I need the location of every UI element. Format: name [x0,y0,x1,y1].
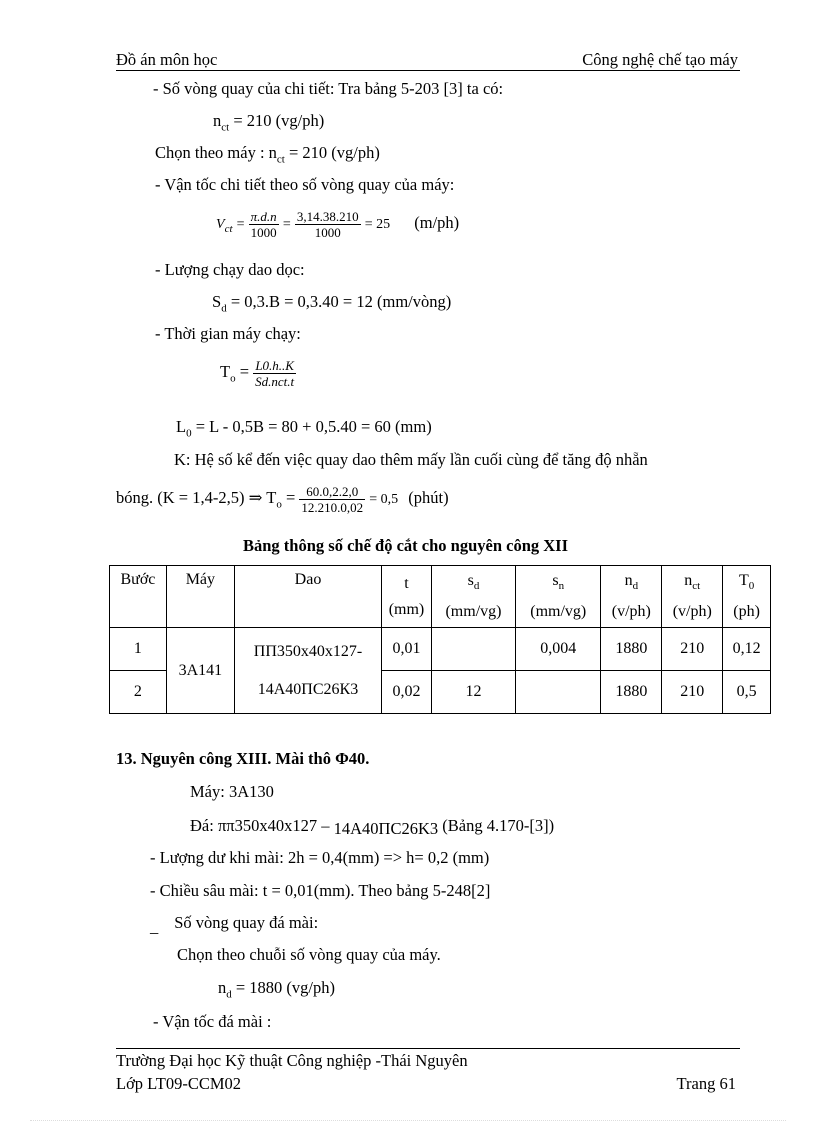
th-t: t (mm) [382,566,432,628]
da-line: Đá: ππ350x40x127 – 14A40ПC26K3 (Bảng 4.170-[3]) [190,816,555,838]
line-luong-chay-dao: - Lượng chạy dao dọc: [155,260,305,279]
cell-nct: 210 [662,628,723,671]
footer-school: Trường Đại học Kỹ thuật Công nghiệp -Thái Nguyên [116,1051,468,1070]
th-dao: Dao [234,566,381,628]
th-buoc: Bước [110,566,167,628]
chieu-sau-line: - Chiều sâu mài: t = 0,01(mm). Theo bảng 5-248[2] [150,881,491,900]
chon-chuoi-line: Chọn theo chuỗi số vòng quay của máy. [177,945,441,964]
cell-dao: ПП350x40x127- 14А40ПС26К3 [234,628,381,714]
k-description: K: Hệ số kể đến việc quay dao thêm mấy lần cuối cùng để tăng độ nhẵn [174,450,648,469]
th-may: Máy [166,566,234,628]
cell-t: 0,02 [382,671,432,714]
van-toc-da-line: - Vận tốc đá mài : [153,1012,272,1031]
line-thoi-gian: - Thời gian máy chạy: [155,324,301,343]
may-line: Máy: 3A130 [190,782,274,801]
nd-equation: $n_d = 1880$ (vg/ph) [218,978,336,1001]
cell-t0: 0,5 [723,671,771,714]
footer-page: Trang 61 [676,1074,736,1093]
chon-theo-may: Chọn theo máy : $n_{ct} = 210$ (vg/ph) [155,143,380,166]
cell-nd: 1880 [601,628,662,671]
time-formula: $T_o$ = $\frac{L0.h..K}{\text{Sd.nct.t}}$ [220,357,295,389]
th-t0: $T_0$ (ph) [723,566,771,628]
line-so-vong-quay: - Số vòng quay của chi tiết: Tra bảng 5-203 [3] ta có: [153,79,504,98]
cell-nct: 210 [662,671,723,714]
luong-du-line: - Lượng dư khi mài: 2h = 0,4(mm) => h= 0,2 (mm) [150,848,490,867]
header-right: Công nghệ chế tạo máy [582,50,738,69]
dash-marker: _ [150,917,159,936]
section-13-title: 13. Nguyên công XIII. Mài thô Φ40. [116,749,370,768]
table-row [110,628,771,671]
cell-sn: 0,004 [516,628,601,671]
cell-t: 0,01 [382,628,432,671]
cell-sd: 12 [431,671,515,714]
th-sd: $s_d$ (mm/vg) [431,566,515,628]
sd-equation: $S_d = 0,3.B = 0,3.40 = 12$ (mm/vòng) [212,292,452,315]
cell-nd: 1880 [601,671,662,714]
cell-may: 3A141 [166,628,234,714]
table-header-row [110,566,771,628]
table-title: Bảng thông số chế độ cắt cho nguyên công XII [243,536,569,555]
cell-buoc: 1 [110,628,167,671]
bong-line: bóng. (K = 1,4-2,5) ⇒ $T_o$ = $\frac{60.0,2.2,0}{12.210.0,02}$ = 0,5 (phút) [116,483,449,515]
footer-class: Lớp LT09-CCM02 [116,1074,241,1093]
header-left: Đồ án môn học [116,50,218,69]
cell-t0: 0,12 [723,628,771,671]
th-sn: $s_n$ (mm/vg) [516,566,601,628]
cell-sn [516,671,601,714]
line-van-toc: - Vận tốc chi tiết theo số vòng quay của máy: [155,175,455,194]
l0-equation: $L_0 = L - 0,5B = 80 + 0,5.40 = 60$ (mm) [176,417,432,440]
th-nd: $n_d$ (v/ph) [601,566,662,628]
nct-equation: $n_{ct} = 210$ (vg/ph) [213,111,325,134]
footer-rule [116,1048,740,1049]
page-edge [30,1120,786,1121]
cell-buoc: 2 [110,671,167,714]
th-nct: $n_{ct}$ (v/ph) [662,566,723,628]
cell-sd [431,628,515,671]
velocity-formula: $V_{ct}$ = $\frac{\pi.d.n}{1000}$ = $\frac{3,14.38.210}{1000}$ = 25 (m/ph) [216,208,460,240]
so-vong-da-line: _ Số vòng quay đá mài: [150,913,319,936]
header-rule [116,70,740,71]
cutting-params-table [109,565,771,714]
